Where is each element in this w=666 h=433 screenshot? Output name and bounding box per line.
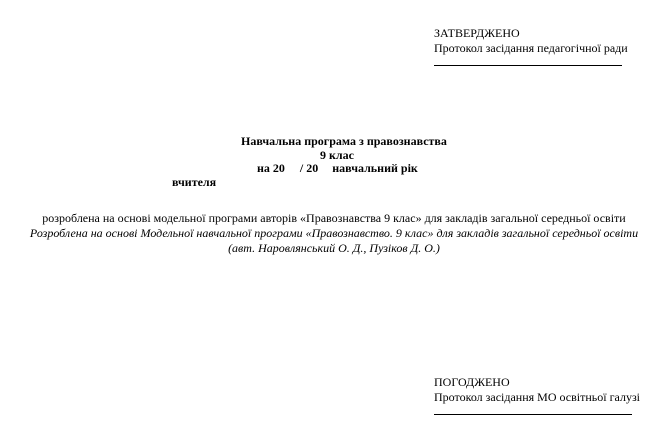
year-prefix: на 20: [257, 161, 285, 175]
program-grade: 9 клас: [320, 148, 354, 162]
year-suffix: навчальний рік: [332, 161, 418, 175]
agreement-protocol: Протокол засідання МО освітньої галузі: [434, 390, 641, 404]
teacher-label: вчителя: [172, 175, 217, 189]
agreement-signature-line: [434, 414, 632, 415]
approval-block: [434, 26, 659, 66]
description-italic: Розроблена на основі Модельної навчальної програми «Правознавство. 9 клас» для закладів загальної середньої освіти: [29, 226, 639, 240]
description-authors: (авт. Наровлянський О. Д., Пузіков Д. О.): [228, 241, 440, 255]
agreement-block: [434, 375, 659, 415]
agreement-heading: ПОГОДЖЕНО: [434, 375, 510, 389]
program-description: [14, 211, 654, 256]
year-mid: / 20: [299, 161, 319, 175]
approval-protocol: Протокол засідання педагогічної ради: [434, 41, 628, 55]
program-title: Навчальна програма з правознавства: [241, 134, 447, 148]
description-regular: розроблена на основі модельної програми авторів «Правознавства 9 клас» для закладів загальної середньої освіти: [42, 211, 626, 225]
academic-year-line: [257, 161, 418, 176]
approval-signature-line: [434, 65, 622, 66]
approval-heading: ЗАТВЕРДЖЕНО: [434, 26, 520, 40]
